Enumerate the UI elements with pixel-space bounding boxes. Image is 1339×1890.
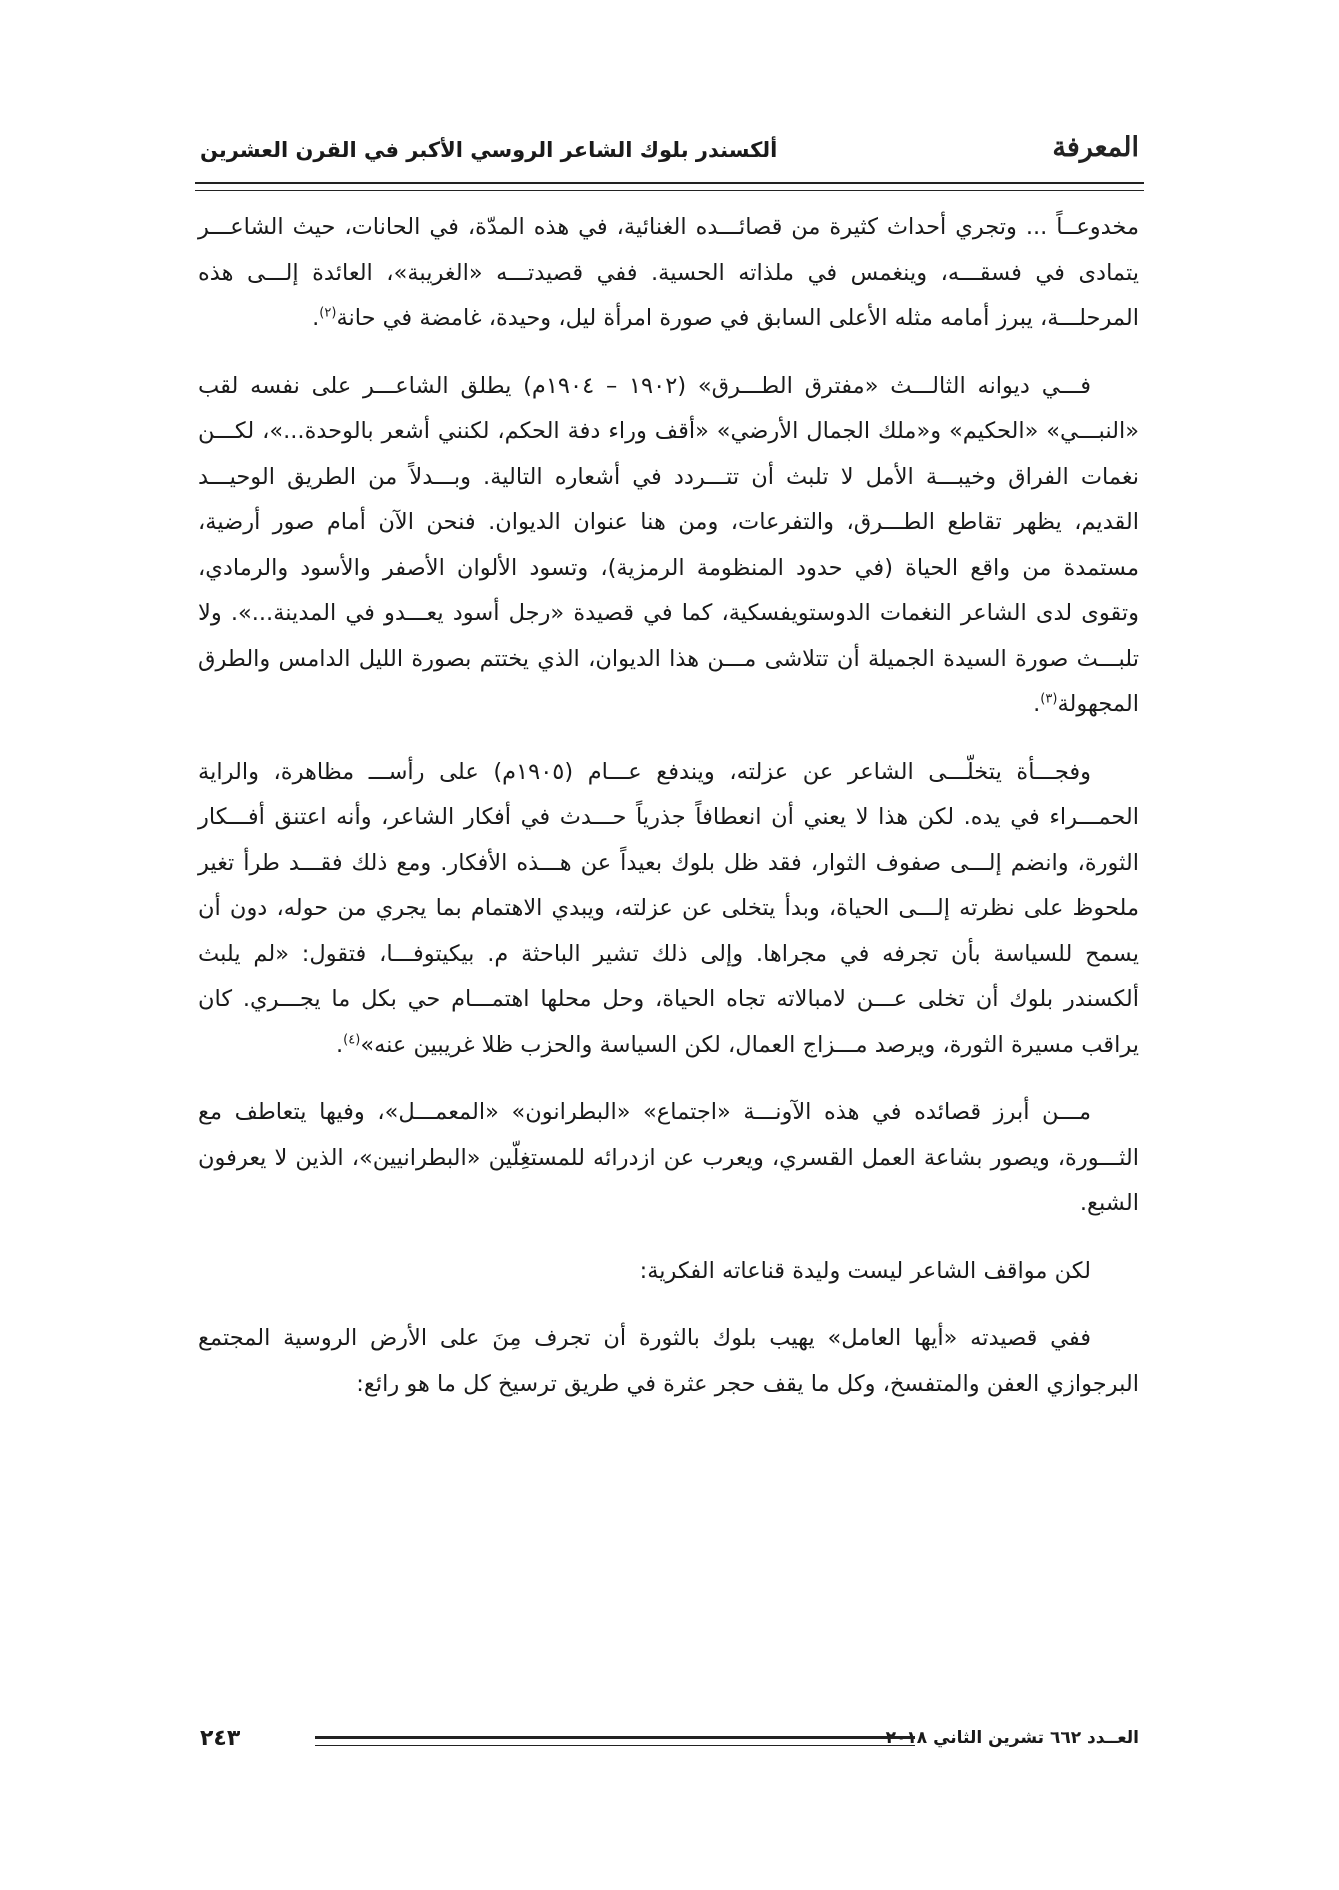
paragraph: فـــي ديوانه الثالـــث «مفترق الطـــرق» (١٩٠٢ – ١٩٠٤م) يطلق الشاعـــر على نفسه لقب «النبـــي» «الحكيم» و«ملك الجمال الأرضي» «أقف وراء دفة الحكم، لكنني أشعر بالوحدة...»، لكـــن نغمات الفراق وخيبـــة الأمل لا تلبث أن تتـــردد في أشعاره التالية. وبـــدلاً من الطريق الوحيـــد القديم، يظهر تقاطع الطـــرق، والتفرعات، ومن هنا عنوان الديوان. فنحن الآن أمام صور أرضية، مستمدة من واقع الحياة (في حدود المنظومة الرمزية)، وتسود الألوان الأصفر والأسود والرمادي، وتقوى لدى الشاعر النغمات الدوستويفسكية، كما في قصيدة «رجل أسود يعـــدو في المدينة...». ولا تلبـــث صورة السيدة الجميلة أن تتلاشى مـــن هذا الديوان، الذي يختتم بصورة الليل الدامس والطرق المجهولة$^{(٣)}$. <box>198 372 1139 717</box>
footnote-ref: (٢) <box>319 305 337 321</box>
running-title: ألكسندر بلوك الشاعر الروسي الأكبر في القرن العشرين <box>200 138 778 162</box>
article-body <box>198 205 1139 1429</box>
page-number: ٢٤٣ <box>200 1726 241 1751</box>
page-footer <box>0 1726 1339 1756</box>
paragraph: ففي قصيدته «أيها العامل» يهيب بلوك بالثورة أن تجرف مِنَ على الأرض الروسية المجتمع البرجوازي العفن والمتفسخ، وكل ما يقف حجر عثرة في طريق ترسيخ كل ما هو رائع: <box>198 1325 1139 1397</box>
magazine-logo: المعرفة <box>1052 132 1139 163</box>
header-rule <box>195 182 1144 191</box>
paragraph: وفجـــأة يتخلّـــى الشاعر عن عزلته، ويندفع عـــام (١٩٠٥م) على رأســـ مظاهرة، والراية الحمـــراء في يده. لكن هذا لا يعني أن انعطافاً جذرياً حـــدث في أفكار الشاعر، وأنه اعتنق أفـــكار الثورة، وانضم إلـــى صفوف الثوار، فقد ظل بلوك بعيداً عن هـــذه الأفكار. ومع ذلك فقـــد طرأ تغير ملحوظ على نظرته إلـــى الحياة، وبدأ يتخلى عن عزلته، ويبدي الاهتمام بما يجري من حوله، دون أن يسمح للسياسة بأن تجرفه في مجراها. وإلى ذلك تشير الباحثة م. بيكيتوفـــا، فتقول: «لم يلبث ألكسندر بلوك أن تخلى عـــن لامبالاته تجاه الحياة، وحل محلها اهتمـــام حي بكل ما يجـــري. كان يراقب مسيرة الثورة، ويرصد مـــزاج العمال، لكن السياسة والحزب ظلا غريبين عنه»$^{(٤)}$. <box>198 758 1139 1058</box>
paragraph: لكن مواقف الشاعر ليست وليدة قناعاته الفكرية: <box>639 1257 1091 1284</box>
footnote-ref: (٤) <box>343 1032 361 1047</box>
footnote-ref: (٣) <box>1040 691 1058 707</box>
issue-info: العــدد ٦٦٢ تشرين الثاني ٢٠١٨ <box>885 1728 1139 1748</box>
paragraph: مخدوعــاً ... وتجري أحداث كثيرة من قصائـــده الغنائية، في هذه المدّة، في الحانات، حيث الشاعـــر يتمادى في فسقـــه، وينغمس في ملذاته الحسية. ففي قصيدتـــه «الغريبة»، العائدة إلـــى هذه المرحلـــة، يبرز أمامه مثله الأعلى السابق في صورة امرأة ليل، وحيدة، غامضة في حانة$^{(٢)}$. <box>198 214 1139 331</box>
footer-rule <box>315 1736 915 1746</box>
paragraph: مـــن أبرز قصائده في هذه الآونـــة «اجتماع» «البطرانون» «المعمـــل»، وفيها يتعاطف مع الثـــورة، ويصور بشاعة العمل القسري، ويعرب عن ازدرائه للمستغِلّين «البطرانيين»، الذين لا يعرفون الشبع. <box>198 1099 1139 1216</box>
page-header <box>0 128 1339 178</box>
